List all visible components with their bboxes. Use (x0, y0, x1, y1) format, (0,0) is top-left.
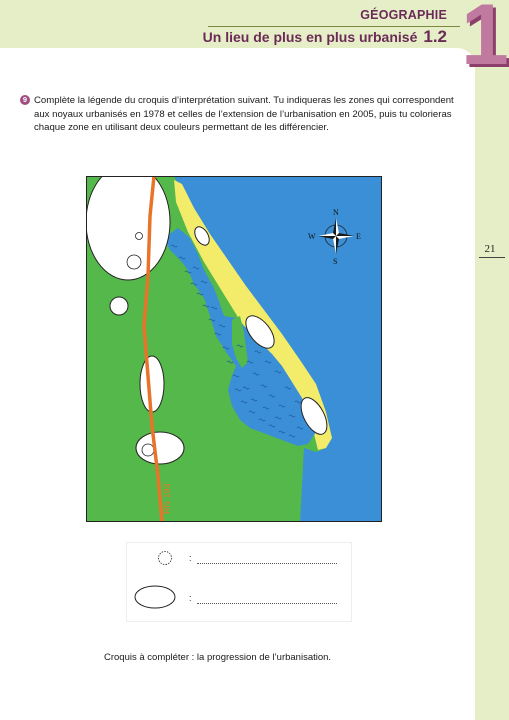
lesson-number: 1.2 (423, 27, 447, 46)
exercise-instruction (20, 94, 460, 135)
header-title (203, 27, 447, 47)
exercise-number-badge: 9 (20, 95, 30, 105)
road-label: RN 193 (162, 483, 172, 514)
compass-e: E (356, 232, 361, 241)
urban-core-south (142, 444, 154, 456)
legend-symbol-small-circle (155, 549, 175, 567)
urban-zone-central (140, 356, 164, 412)
header-subject: GÉOGRAPHIE (360, 8, 447, 22)
legend-row-cores-1978 (127, 549, 351, 569)
legend-answer-line-2[interactable] (197, 595, 337, 604)
urban-core-west (110, 297, 128, 315)
compass-w: W (308, 232, 316, 241)
chapter-number: 1 (461, 0, 509, 83)
sketch-map (86, 176, 382, 522)
urban-core-small-b (127, 255, 141, 269)
legend-box (126, 542, 352, 622)
page-number: 21 (484, 243, 496, 255)
compass-n: N (333, 208, 339, 217)
legend-colon: : (189, 593, 192, 603)
legend-answer-line-1[interactable] (197, 555, 337, 564)
exercise-text: Complète la légende du croquis d’interprétation suivant. Tu indiqueras les zones qui correspondent aux noyaux urbanisés en 1978 et celles de l’extension de l’urbanisation en 2005, puis tu colorieras chaque zone en utilisant deux couleurs permettant de les différencier. (34, 95, 454, 134)
map-caption: Croquis à compléter : la progression de l’urbanisation. (104, 652, 332, 663)
legend-row-extension-2005 (127, 589, 351, 609)
compass-s: S (333, 257, 338, 266)
urban-core-small-a (136, 233, 143, 240)
header-band-curve (0, 48, 475, 66)
legend-colon: : (189, 553, 192, 563)
legend-symbol-ellipse (131, 583, 179, 611)
lesson-title: Un lieu de plus en plus urbanisé (202, 29, 418, 45)
page-number-rule (479, 257, 505, 258)
side-band (475, 0, 509, 720)
